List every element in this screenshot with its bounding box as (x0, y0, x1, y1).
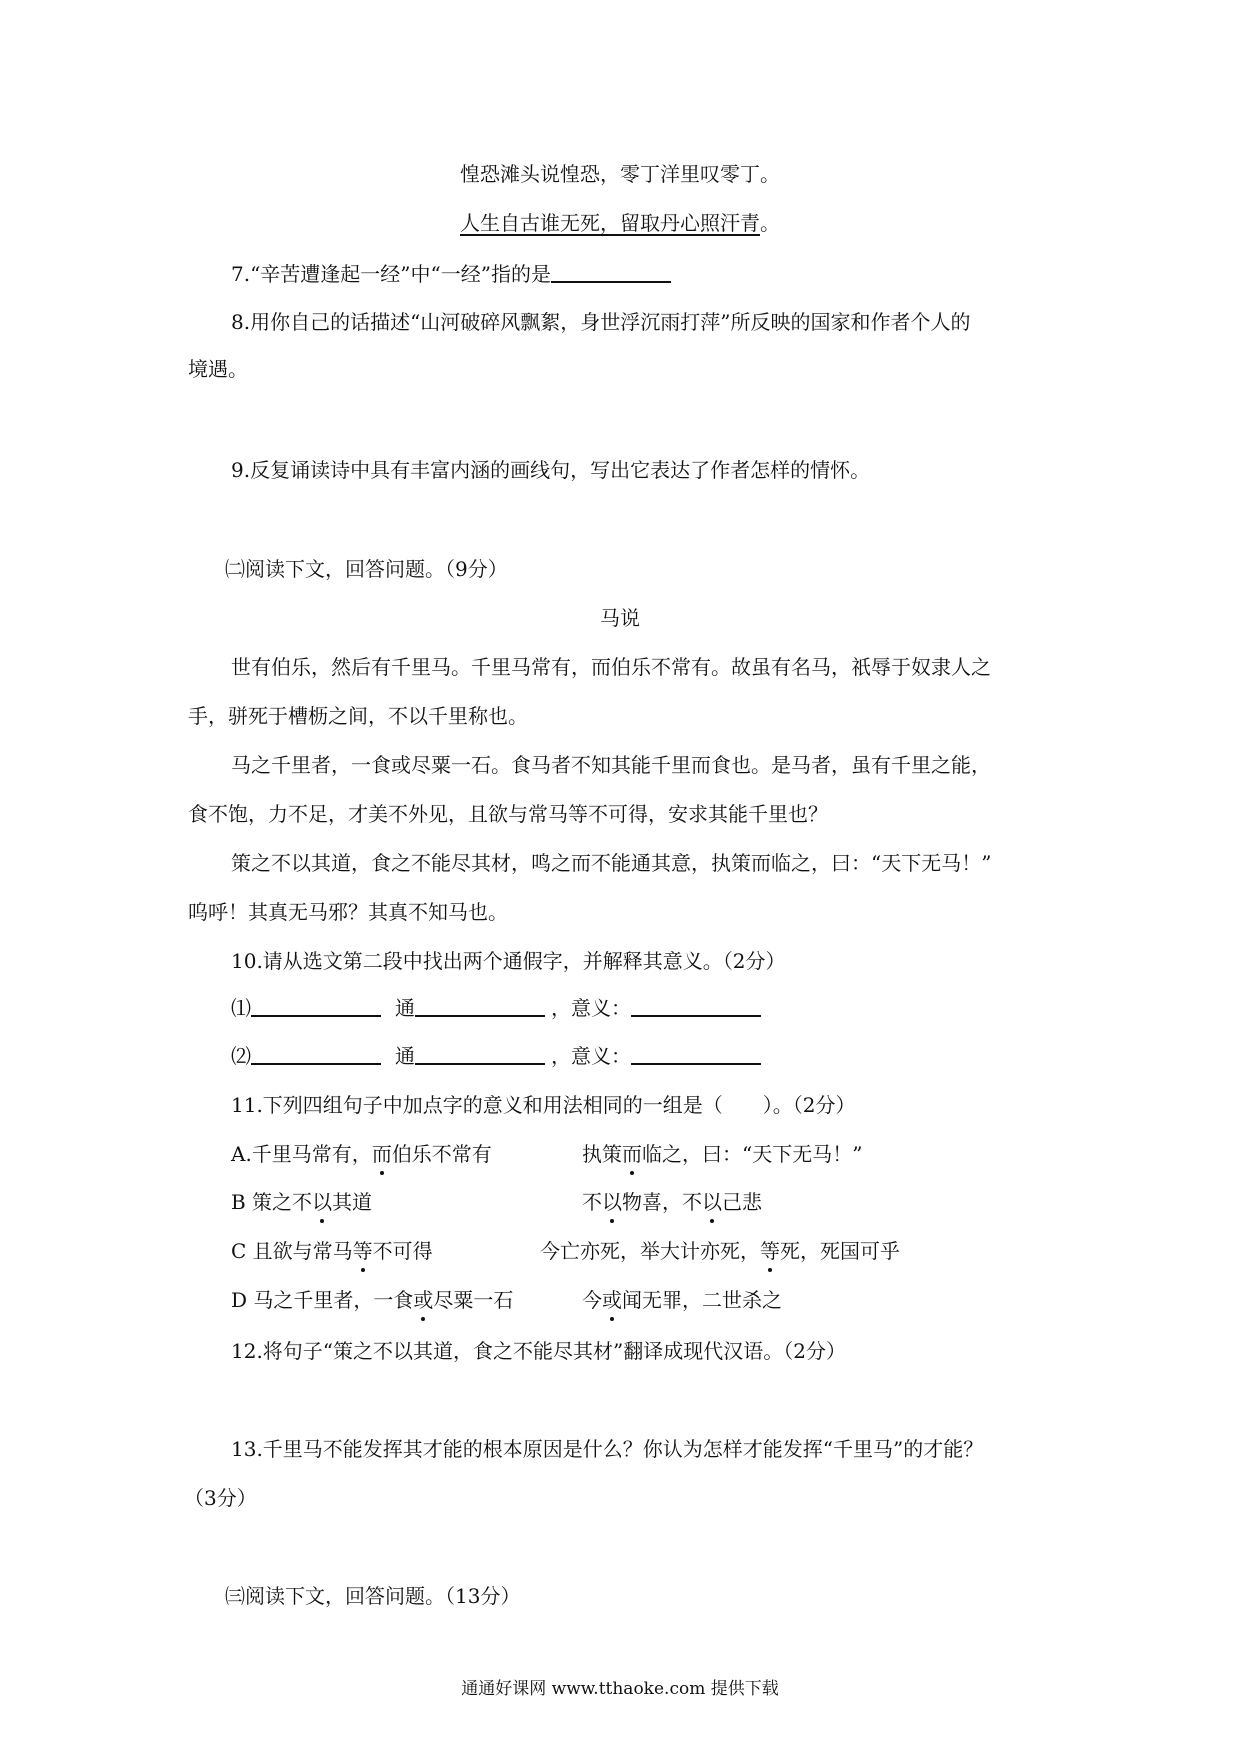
dotted-char: 等 (352, 1239, 373, 1263)
option-b-left (231, 1188, 372, 1216)
tong-label: 通 (395, 996, 415, 1020)
option-text: A.千里马常有， (231, 1142, 372, 1166)
question-13-line-2: （3分） (184, 1486, 257, 1510)
option-b-right (582, 1188, 762, 1216)
dotted-char: 等 (760, 1239, 780, 1263)
option-d-left (231, 1286, 513, 1314)
passage-p1-line-2: 手，骈死于槽枥之间，不以千里称也。 (188, 704, 528, 728)
option-text: 伯乐不常有 (391, 1142, 492, 1166)
tong-label: 通 (395, 1044, 415, 1068)
passage-p3-line-2: 呜呼！其真无马邪？其真不知马也。 (188, 900, 508, 924)
poem-line-2-end: 。 (760, 211, 780, 235)
poem-line-2-underlined: 人生自古谁无死，留取丹心照汗青 (460, 211, 760, 235)
option-text: 执策 (582, 1142, 622, 1166)
dotted-char: 而 (622, 1142, 642, 1166)
option-text: 尽粟一石 (433, 1288, 514, 1312)
dotted-char: 或 (413, 1288, 434, 1312)
page-footer: 通通好课网 www.tthaoke.com 提供下载 (461, 1679, 779, 1699)
item-number: ⑵ (231, 1044, 251, 1068)
question-8-line-2: 境遇。 (188, 357, 248, 381)
dotted-char: 而 (371, 1142, 392, 1166)
option-text: 今亡亦死，举大计亦死， (540, 1239, 760, 1263)
passage-p3-line-1: 策之不以其道，食之不能尽其材，鸣之而不能通其意，执策而临之，曰：“天下无马！” (231, 851, 992, 875)
passage-p2-line-1: 马之千里者，一食或尽粟一石。食马者不知其能千里而食也。是马者，虽有千里之能， (231, 753, 991, 777)
question-12: 12.将句子“策之不以其道，食之不能尽其材”翻译成现代汉语。（2分） (231, 1339, 846, 1363)
option-c-right (540, 1237, 900, 1265)
option-c-left (231, 1237, 433, 1265)
option-text: 己悲 (722, 1190, 762, 1214)
answer-blank[interactable] (415, 1043, 545, 1065)
option-text: 临之，曰：“天下无马！” (642, 1142, 863, 1166)
option-d-right (582, 1286, 782, 1314)
question-11: 11.下列四组句子中加点字的意义和用法相同的一组是（ ）。（2分） (231, 1093, 856, 1117)
dotted-char: 以 (702, 1190, 722, 1214)
option-a-left (231, 1140, 492, 1168)
option-text: 物喜，不 (622, 1190, 702, 1214)
passage-p1-line-1: 世有伯乐，然后有千里马。千里马常有，而伯乐不常有。故虽有名马，祇辱于奴隶人之 (231, 655, 991, 679)
option-text: 今 (582, 1288, 602, 1312)
answer-blank[interactable] (251, 1043, 381, 1065)
meaning-label: ，意义： (551, 1044, 631, 1068)
answer-blank[interactable] (631, 995, 761, 1017)
answer-blank[interactable] (415, 995, 545, 1017)
option-a-right (582, 1140, 862, 1168)
dotted-char: 以 (312, 1190, 333, 1214)
option-text: 不可得 (372, 1239, 433, 1263)
question-10-item-2 (231, 1042, 761, 1070)
answer-blank[interactable] (631, 1043, 761, 1065)
poem-line-2 (0, 209, 1240, 237)
answer-blank[interactable] (551, 261, 671, 283)
passage-p2-line-2: 食不饱，力不足，才美不外见，且欲与常马等不可得，安求其能千里也？ (188, 802, 828, 826)
section-2-heading: ㈡阅读下文，回答问题。（9分） (225, 557, 508, 581)
option-text: 不 (582, 1190, 602, 1214)
question-8-line-1: 8.用你自己的话描述“山河破碎风飘絮，身世浮沉雨打萍”所反映的国家和作者个人的 (231, 310, 971, 334)
section-3-heading: ㈢阅读下文，回答问题。（13分） (225, 1584, 521, 1608)
option-text: 死，死国可乎 (780, 1239, 900, 1263)
option-text: C 且欲与常马 (231, 1239, 353, 1263)
poem-line-1: 惶恐滩头说惶恐，零丁洋里叹零丁。 (460, 162, 780, 186)
passage-title: 马说 (600, 606, 640, 630)
dotted-char: 以 (602, 1190, 622, 1214)
answer-blank[interactable] (251, 995, 381, 1017)
question-10: 10.请从选文第二段中找出两个通假字，并解释其意义。（2分） (231, 949, 786, 973)
meaning-label: ，意义： (551, 996, 631, 1020)
item-number: ⑴ (231, 996, 251, 1020)
option-text: D 马之千里者，一食 (231, 1288, 414, 1312)
question-13-line-1: 13.千里马不能发挥其才能的根本原因是什么？你认为怎样才能发挥“千里马”的才能？ (231, 1437, 984, 1461)
question-7 (231, 260, 671, 288)
dotted-char: 或 (602, 1288, 622, 1312)
option-text: 闻无罪，二世杀之 (622, 1288, 782, 1312)
question-10-item-1 (231, 994, 761, 1022)
option-text: 其道 (332, 1190, 373, 1214)
question-7-text: 7.“辛苦遭逢起一经”中“一经”指的是 (231, 262, 551, 286)
option-text: B 策之不 (231, 1190, 313, 1214)
question-9: 9.反复诵读诗中具有丰富内涵的画线句，写出它表达了作者怎样的情怀。 (231, 458, 871, 482)
